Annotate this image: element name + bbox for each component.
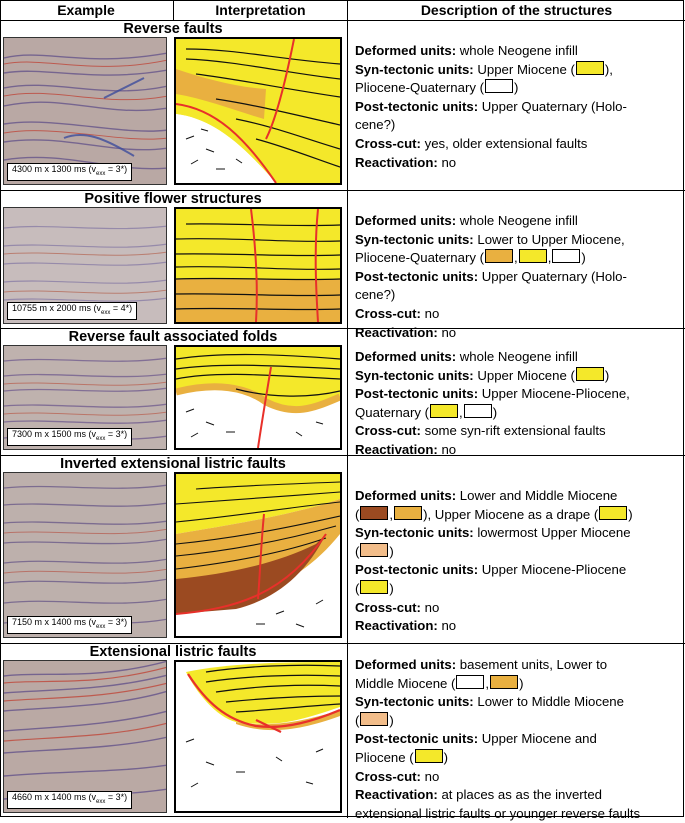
color-swatch-yellow (360, 580, 388, 594)
description-text: Upper Quaternary (Holo- (478, 268, 627, 284)
description-block (355, 348, 683, 460)
color-swatch-yellow (430, 404, 458, 418)
seismic-image (3, 660, 167, 813)
description-line: Middle Miocene ( , ) (355, 675, 524, 691)
description-text: no (420, 768, 440, 784)
description-text: Upper Miocene and (478, 731, 597, 747)
description-label: Cross-cut: (355, 305, 421, 321)
description-label: Syn-tectonic units: (355, 367, 474, 383)
description-line: ( , ), Upper Miocene as a drape ( ) (355, 506, 633, 522)
scale-label: 4660 m x 1400 ms $(v_{exx} = 3*)$ (7, 791, 132, 809)
description-label: Reactivation: (355, 618, 438, 634)
description-text: ( (355, 506, 360, 522)
color-swatch-light-orange (360, 712, 388, 726)
description-line (355, 61, 683, 80)
description-text: Lower to Upper Miocene, (473, 231, 625, 247)
color-swatch-orange (490, 675, 518, 689)
color-swatch-white (456, 675, 484, 689)
description-line (355, 268, 683, 287)
description-label: Reactivation: (355, 154, 438, 170)
description-text: no (437, 154, 457, 170)
description-line (355, 116, 683, 135)
header-interpretation: Interpretation (215, 2, 306, 18)
description-line (355, 487, 683, 506)
description-text: Pliocene ( (355, 749, 414, 765)
description-text: ) (492, 404, 498, 420)
description-text: at places as as the inverted (437, 787, 603, 803)
scale-label: 10755 m x 2000 ms $(v_{exx} = 4*)$ (7, 302, 137, 320)
description-label: Syn-tectonic units: (355, 61, 474, 77)
description-text: cene?) (355, 287, 396, 303)
description-label: Post-tectonic units: (355, 268, 479, 284)
description-label: Deformed units: (355, 488, 457, 503)
description-text: Quaternary ( (355, 404, 430, 420)
description-line (355, 768, 683, 787)
column-divider (347, 1, 348, 818)
description-block (355, 212, 683, 342)
description-line (355, 749, 683, 768)
description-label: Cross-cut: (355, 423, 421, 439)
description-text: cene?) (355, 117, 396, 133)
color-swatch-orange (485, 249, 513, 263)
description-label: Post-tectonic units: (355, 98, 479, 114)
description-text: Lower to Middle Miocene (473, 694, 624, 710)
description-line (355, 712, 683, 731)
description-line (355, 656, 683, 675)
row-title-inverted-extensional-listric-faults: Inverted extensional listric faults (60, 456, 286, 472)
row-title-reverse-faults: Reverse faults (123, 21, 223, 37)
description-text: no (437, 441, 457, 457)
description-text: no (420, 599, 440, 615)
description-line: Pliocene-Quaternary ( , , ) (355, 250, 586, 266)
description-text: no (437, 618, 457, 634)
description-text: Upper Miocene-Pliocene, (478, 386, 630, 402)
description-label: Deformed units: (355, 349, 457, 364)
description-label: Syn-tectonic units: (355, 525, 474, 541)
description-text: Upper Quaternary (Holo- (478, 98, 627, 114)
description-label: Post-tectonic units: (355, 386, 479, 402)
description-text: basement units, Lower to (456, 657, 608, 672)
scale-label: 7150 m x 1400 ms $(v_{exx} = 3*)$ (7, 616, 132, 634)
description-line (355, 42, 683, 61)
seismic-image (3, 37, 167, 185)
description-label: Syn-tectonic units: (355, 231, 474, 247)
description-line (355, 286, 683, 305)
description-label: Cross-cut: (355, 599, 421, 615)
description-line (355, 367, 683, 386)
description-block (355, 656, 683, 823)
description-line (355, 580, 683, 599)
description-line (355, 324, 683, 343)
description-line (355, 543, 683, 562)
color-swatch-white (464, 404, 492, 418)
description-text: some syn-rift extensional faults (420, 423, 606, 439)
interpretation-drawing (176, 209, 340, 322)
description-line (355, 786, 683, 805)
description-text: Upper Miocene ( (473, 367, 575, 383)
description-text: extensional listric faults or younger reverse faults (355, 805, 641, 821)
description-text: ) (389, 712, 394, 728)
interpretation-drawing (176, 39, 340, 183)
description-text: ) (443, 749, 449, 765)
description-text: Pliocene-Quaternary ( (355, 250, 485, 266)
description-line (355, 79, 683, 98)
seismic-image (3, 472, 167, 638)
description-label: Post-tectonic units: (355, 731, 479, 747)
description-line (355, 98, 683, 117)
description-label: Syn-tectonic units: (355, 694, 474, 710)
description-text: ( (355, 712, 360, 728)
seismic-texture (4, 473, 167, 638)
description-text: whole Neogene infill (456, 213, 578, 228)
description-text: Lower and Middle Miocene (456, 488, 618, 503)
interpretation-image (174, 660, 342, 813)
interpretation-drawing (176, 474, 340, 636)
row-title-reverse-fault-folds: Reverse fault associated folds (68, 329, 278, 345)
interpretation-image (174, 207, 342, 324)
description-text: ) (389, 580, 394, 596)
description-line (355, 599, 683, 618)
scale-label: 7300 m x 1500 ms $(v_{exx} = 3*)$ (7, 428, 132, 446)
description-block (355, 487, 683, 636)
description-label: Reactivation: (355, 324, 438, 340)
description-text: Upper Miocene ( (473, 61, 575, 77)
description-text: Pliocene-Quaternary ( (355, 80, 485, 96)
header-example: Example (57, 2, 115, 18)
description-label: Cross-cut: (355, 768, 421, 784)
interpretation-image (174, 472, 342, 638)
color-swatch-orange (394, 506, 422, 520)
color-swatch-light-orange (360, 543, 388, 557)
color-swatch-white (552, 249, 580, 263)
description-text: Middle Miocene ( (355, 675, 456, 691)
color-swatch-yellow (576, 61, 604, 75)
description-line (355, 348, 683, 367)
description-line (355, 441, 683, 460)
color-swatch-yellow (599, 506, 627, 520)
description-label: Reactivation: (355, 441, 438, 457)
description-line (355, 231, 683, 250)
description-label: Cross-cut: (355, 135, 421, 151)
color-swatch-yellow (576, 367, 604, 381)
scale-label: 4300 m x 1300 ms $(v_{exx} = 3*)$ (7, 163, 132, 181)
description-text: no (437, 324, 457, 340)
description-line (355, 617, 683, 636)
description-line (355, 385, 683, 404)
description-line (355, 730, 683, 749)
description-line (355, 561, 683, 580)
description-text: lowermost Upper Miocene (473, 525, 631, 541)
description-text: ) (519, 675, 524, 691)
description-line (355, 154, 683, 173)
description-text: ), Upper Miocene as a drape ( (423, 506, 599, 522)
description-line (355, 693, 683, 712)
header-divider (173, 1, 174, 20)
description-line (355, 805, 683, 823)
description-text: ) (628, 506, 633, 522)
seismic-image (3, 207, 167, 324)
color-swatch-white (485, 79, 513, 93)
description-text: ) (514, 80, 519, 96)
description-label: Reactivation: (355, 787, 438, 803)
seismic-image (3, 345, 167, 450)
description-text: whole Neogene infill (456, 43, 578, 58)
interpretation-image (174, 37, 342, 185)
description-block (355, 42, 683, 172)
color-swatch-yellow (519, 249, 547, 263)
interpretation-drawing (176, 662, 340, 811)
description-text: whole Neogene infill (456, 349, 578, 364)
description-line (355, 135, 683, 154)
description-label: Deformed units: (355, 43, 457, 58)
description-label: Post-tectonic units: (355, 562, 479, 578)
description-text: Upper Miocene-Pliocene (478, 562, 627, 578)
description-text: ) (581, 250, 586, 266)
description-line (355, 212, 683, 231)
description-text: yes, older extensional faults (420, 135, 588, 151)
header-description: Description of the structures (420, 2, 613, 18)
description-label: Deformed units: (355, 657, 457, 672)
row-title-positive-flower-structures: Positive flower structures (84, 191, 262, 207)
interpretation-drawing (176, 347, 340, 448)
description-label: Deformed units: (355, 213, 457, 228)
description-text: ( (355, 580, 360, 596)
seismic-texture (4, 661, 167, 813)
description-text: ) (389, 543, 394, 559)
description-text: ), (604, 61, 613, 77)
description-text: no (420, 305, 440, 321)
description-line (355, 422, 683, 441)
row-title-extensional-listric-faults: Extensional listric faults (89, 644, 257, 660)
interpretation-image (174, 345, 342, 450)
color-swatch-brown (360, 506, 388, 520)
description-line: Quaternary ( , ) (355, 404, 498, 420)
description-line (355, 305, 683, 324)
description-text: ) (604, 367, 610, 383)
description-line (355, 524, 683, 543)
color-swatch-yellow (415, 749, 443, 763)
description-text: ( (355, 543, 360, 559)
